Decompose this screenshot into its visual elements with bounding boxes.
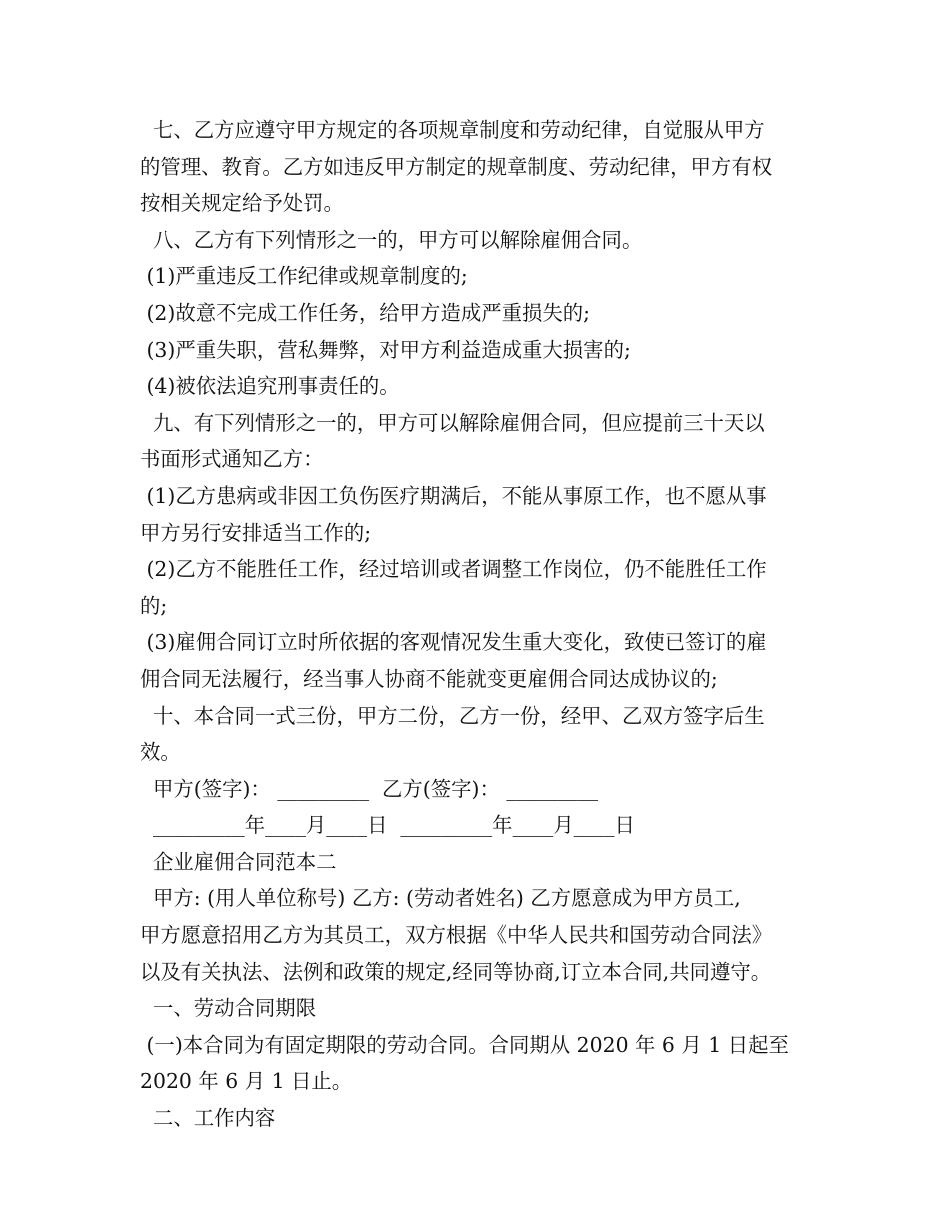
- text-line: 十、本合同一式三份，甲方二份，乙方一份，经甲、乙双方签字后生: [140, 703, 765, 728]
- text-line: 2020 年 6 月 1 日止。: [140, 1069, 353, 1094]
- text-line: 按相关规定给予处罚。: [140, 191, 344, 216]
- text-line: (一)本合同为有固定期限的劳动合同。合同期从 2020 年 6 月 1 日起至: [140, 1032, 789, 1057]
- text-line: (4)被依法追究刑事责任的。: [140, 374, 400, 399]
- text-line: 甲方另行安排适当工作的;: [140, 520, 372, 545]
- text-line: (3)严重失职，营私舞弊，对甲方利益造成重大损害的;: [140, 337, 631, 362]
- text-line: (2)故意不完成工作任务，给甲方造成严重损失的;: [140, 300, 591, 325]
- text-line: 书面形式通知乙方：: [140, 447, 324, 472]
- text-line: (1)严重违反工作纪律或规章制度的;: [140, 264, 468, 289]
- text-line: 八、乙方有下列情形之一的，甲方可以解除雇佣合同。: [140, 227, 643, 252]
- text-line: 甲方愿意招用乙方为其员工，双方根据《中华人民共和国劳动合同法》: [140, 923, 773, 948]
- section-title: 企业雇佣合同范本二: [140, 849, 337, 874]
- text-line: 效。: [140, 740, 181, 765]
- text-line: 九、有下列情形之一的，甲方可以解除雇佣合同，但应提前三十天以: [140, 410, 765, 435]
- text-line: (3)雇佣合同订立时所依据的客观情况发生重大变化，致使已签订的雇: [140, 630, 767, 655]
- text-line: 佣合同无法履行，经当事人协商不能就变更雇佣合同达成协议的;: [140, 666, 718, 691]
- text-line: 的管理、教育。乙方如违反甲方制定的规章制度、劳动纪律，甲方有权: [140, 154, 773, 179]
- date-line: _________年____月____日 _________年____月____日: [140, 813, 635, 838]
- text-line: 七、乙方应遵守甲方规定的各项规章制度和劳动纪律，自觉服从甲方: [140, 118, 765, 142]
- text-line: (1)乙方患病或非因工负伤医疗期满后，不能从事原工作，也不愿从事: [140, 483, 767, 508]
- text-line: (2)乙方不能胜任工作，经过培训或者调整工作岗位，仍不能胜任工作: [140, 557, 767, 582]
- text-line: 的;: [140, 593, 168, 618]
- text-line: 甲方: (用人单位称号) 乙方: (劳动者姓名) 乙方愿意成为甲方员工,: [140, 886, 741, 911]
- signature-line: 甲方(签字)： _________ 乙方(签字)： _________: [140, 776, 599, 801]
- heading-line: 二、工作内容: [140, 1106, 276, 1131]
- heading-line: 一、劳动合同期限: [140, 996, 317, 1021]
- document-body: [140, 112, 816, 1137]
- text-line: 以及有关执法、法例和政策的规定,经同等协商,订立本合同,共同遵守。: [140, 959, 772, 984]
